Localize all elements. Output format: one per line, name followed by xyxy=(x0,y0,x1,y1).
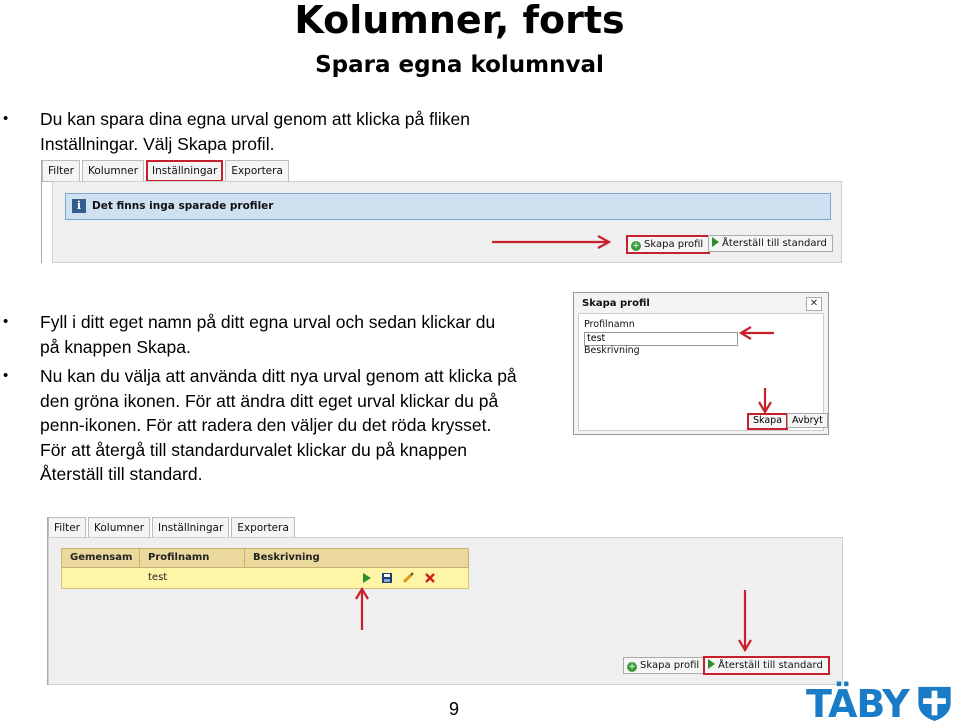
tab-kolumner[interactable]: Kolumner xyxy=(88,517,150,539)
tab-exportera[interactable]: Exportera xyxy=(225,160,289,182)
create-profile-button[interactable] xyxy=(626,235,710,254)
bullet-dot: • xyxy=(3,367,9,384)
bullet-3 xyxy=(3,364,520,487)
slide-title: Kolumner, forts xyxy=(294,0,625,42)
taby-shield-icon xyxy=(915,684,954,722)
row-actions xyxy=(362,572,435,583)
column-header-gemensam: Gemensam xyxy=(62,549,140,567)
bullet-2-text: Fyll i ditt eget namn på ditt egna urval och sedan klickar du på knappen Skapa. xyxy=(40,312,496,357)
tab-installningar[interactable]: Inställningar xyxy=(146,160,223,182)
tab-exportera[interactable]: Exportera xyxy=(231,517,295,539)
reset-label: Återställ till standard xyxy=(718,660,823,671)
tab-bar xyxy=(48,517,297,539)
create-button[interactable]: Skapa xyxy=(747,413,788,430)
play-arrow-icon[interactable] xyxy=(362,573,371,583)
page-number: 9 xyxy=(449,699,460,719)
dialog-title: Skapa profil xyxy=(582,298,650,309)
bullet-1 xyxy=(3,107,510,156)
bullet-dot: • xyxy=(3,110,9,127)
table-header xyxy=(61,548,469,568)
bullet-2 xyxy=(3,310,510,359)
tab-bar xyxy=(42,160,291,182)
create-profile-button[interactable] xyxy=(623,657,705,674)
dialog-body xyxy=(578,313,824,431)
plus-circle-icon: + xyxy=(632,241,640,251)
cell-profilnamn: test xyxy=(148,572,168,583)
create-profile-dialog xyxy=(573,292,829,435)
arrow-icon xyxy=(737,588,753,652)
create-profile-label: Skapa profil xyxy=(640,660,700,671)
reset-standard-button[interactable] xyxy=(708,235,833,252)
column-header-profilnamn: Profilnamn xyxy=(140,549,245,567)
bullet-1-text: Du kan spara dina egna urval genom att klicka på fliken Inställningar. Välj Skapa profil. xyxy=(40,109,470,154)
table-row xyxy=(61,568,469,589)
arrow-icon xyxy=(738,325,776,341)
column-header-beskrivning: Beskrivning xyxy=(253,552,320,563)
play-arrow-icon xyxy=(708,659,715,669)
reset-standard-button[interactable] xyxy=(703,656,830,675)
profile-name-label: Profilnamn xyxy=(584,319,635,330)
profiles-screenshot xyxy=(47,517,843,685)
info-message-box xyxy=(65,193,831,220)
delete-x-icon[interactable] xyxy=(425,573,435,583)
info-message: Det finns inga sparade profiler xyxy=(92,200,274,212)
pencil-icon[interactable] xyxy=(403,572,414,583)
description-label: Beskrivning xyxy=(584,345,640,356)
profile-name-input[interactable]: test xyxy=(584,332,738,346)
arrow-icon xyxy=(757,386,773,414)
bullet-3-text: Nu kan du välja att använda ditt nya urval genom att klicka på den gröna ikonen. För att ändra ditt eget urval klickar du på penn-ikonen. För att radera den väljer du det röda krysset. För att återgå till standardurvalet klickar du på knappen Återställ till standard. xyxy=(40,366,517,484)
cell-gemensam xyxy=(62,568,140,588)
arrow-icon xyxy=(490,234,620,250)
slide-subtitle: Spara egna kolumnval xyxy=(315,52,604,78)
arrow-icon xyxy=(354,586,370,632)
profiles-panel xyxy=(48,537,843,685)
settings-screenshot xyxy=(41,160,843,263)
taby-logo-text: TÄBY xyxy=(806,682,909,726)
info-icon: i xyxy=(72,199,86,213)
bullet-dot: • xyxy=(3,313,9,330)
tab-filter[interactable]: Filter xyxy=(42,160,80,182)
tab-filter[interactable]: Filter xyxy=(48,517,86,539)
settings-panel xyxy=(52,181,842,263)
tab-kolumner[interactable]: Kolumner xyxy=(82,160,144,182)
create-profile-label: Skapa profil xyxy=(644,239,704,250)
tab-installningar[interactable]: Inställningar xyxy=(152,517,229,539)
play-arrow-icon xyxy=(712,237,719,247)
save-icon[interactable] xyxy=(382,573,392,583)
close-icon[interactable]: ✕ xyxy=(806,297,822,311)
profiles-table xyxy=(61,548,469,589)
cancel-button[interactable]: Avbryt xyxy=(787,413,828,428)
reset-label: Återställ till standard xyxy=(722,238,827,249)
plus-circle-icon: + xyxy=(628,662,636,672)
